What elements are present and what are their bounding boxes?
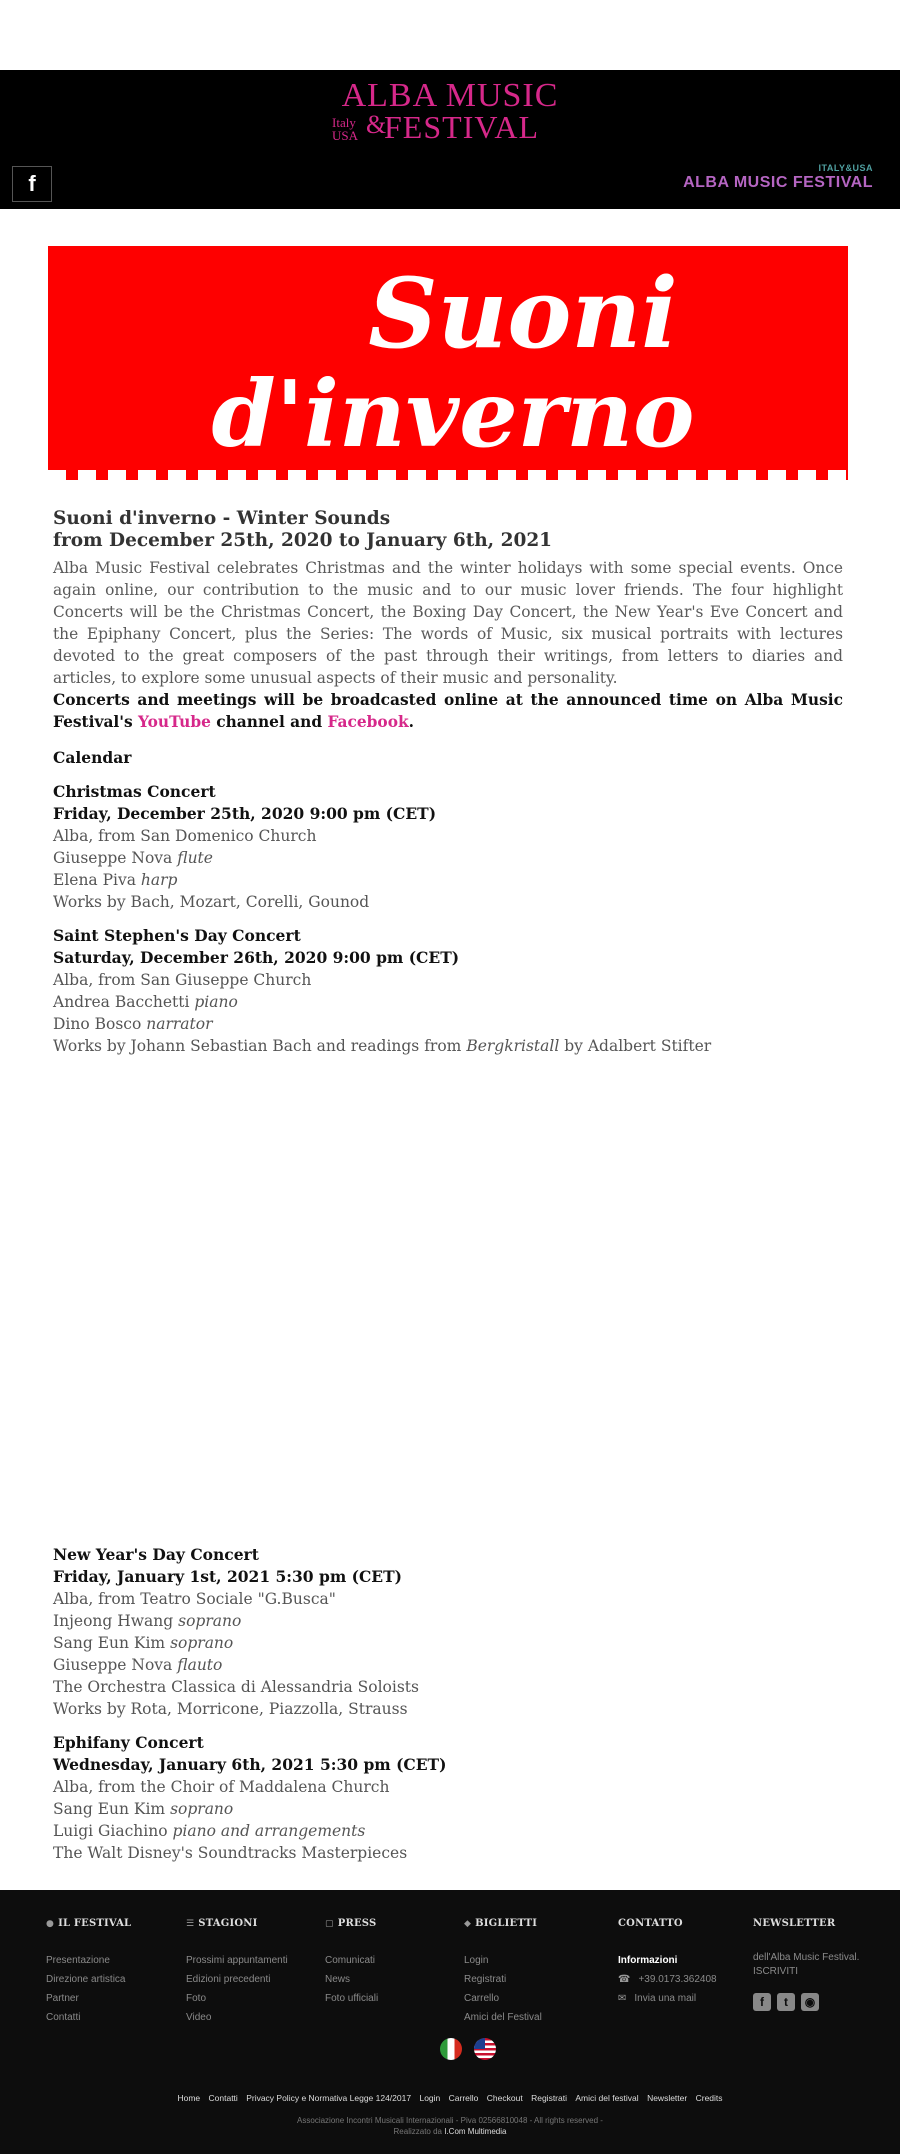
concert-works: Works by Bach, Mozart, Corelli, Gounod [53,893,370,911]
footer-col-title: CONTATTO [618,1918,683,1929]
made-by-pre: Realizzato da [393,2127,442,2136]
footer-bottom-link[interactable]: Newsletter [647,2093,688,2103]
concert-place: Alba, from San Domenico Church [53,827,317,845]
footer-copyright [0,2115,900,2137]
brand-mark [683,163,873,192]
hero-banner [48,246,848,480]
logo-bottom-text: FESTIVAL [384,109,539,145]
concert-date: Friday, December 25th, 2020 9:00 pm (CET) [53,804,437,823]
footer-bottom-link[interactable]: Checkout [486,2093,523,2103]
list-icon: ☰ [186,1919,195,1929]
concert-works: Works by Rota, Morricone, Piazzolla, Strauss [53,1700,408,1718]
footer-link[interactable]: Direzione artistica [46,1974,126,1985]
facebook-link[interactable]: Facebook [327,713,409,731]
footer-link[interactable]: Login [464,1955,489,1966]
performer-name: Giuseppe Nova [53,1656,173,1674]
performer-name: Giuseppe Nova [53,849,173,867]
site-logo[interactable] [330,78,570,144]
footer-col-title-text: BIGLIETTI [475,1918,538,1929]
copyright-text: Associazione Incontri Musicali Internazionali - Piva 02566810048 - All rights reserved - [297,2116,603,2125]
footer-phone[interactable] [618,1970,717,1989]
footer-link[interactable]: Foto [186,1993,207,2004]
footer-bottom-link[interactable]: Carrello [448,2093,479,2103]
concert-works [53,1035,843,1057]
envelope-icon: ✉ [618,1993,627,2004]
performer [53,991,843,1013]
social-icons [753,1993,859,2011]
footer-bottom-link[interactable]: Home [177,2093,201,2103]
footer-link[interactable]: Contatti [46,2012,81,2023]
performer-role: piano [194,993,238,1011]
broadcast-text-pre: Concerts and meetings will be broadcasted online at the announced time on Alba Music Festival's [53,691,843,731]
works-title: Bergkristall [466,1037,560,1055]
footer-bottom-links [0,2093,900,2103]
performer-name: Sang Eun Kim [53,1800,166,1818]
performer-name: Dino Bosco [53,1015,142,1033]
concert-place: Alba, from the Choir of Maddalena Church [53,1778,390,1796]
performer-role: flute [177,849,213,867]
us-flag-icon[interactable] [474,2038,496,2060]
performer-name: Elena Piva [53,871,136,889]
performer-name: Andrea Bacchetti [53,993,190,1011]
performer-role: soprano [170,1634,234,1652]
footer-col-biglietti [464,1918,542,2027]
footer-col-title: NEWSLETTER [753,1918,836,1929]
logo-italy: Italy [332,115,356,130]
footer-col-title [464,1918,542,1929]
italian-flag-icon[interactable] [440,2038,462,2060]
concert-date: Wednesday, January 6th, 2021 5:30 pm (CET) [53,1755,447,1774]
footer-mail-text: Invia una mail [634,1993,697,2004]
intro-paragraph: Alba Music Festival celebrates Christmas and the winter holidays with some special events. Once again online, our contribution to the music and to our music lover friends. The four highlight Concerts will be the Christmas Concert, the Boxing Day Concert, the New Year's Eve Concert and the Epiphany Concert, plus the Series: The words of Music, six musical portraits with lectures devoted to the great composers of the past through their writings, from letters to diaries and articles, to explore some unusual aspects of their music and personality. [53,559,843,687]
page-title [53,508,843,552]
concert-place: Alba, from Teatro Sociale "G.Busca" [53,1590,336,1608]
footer-bottom-link[interactable]: Contatti [208,2093,238,2103]
footer-link[interactable]: Edizioni precedenti [186,1974,271,1985]
calendar-heading: Calendar [53,748,132,767]
footer-link[interactable]: Registrati [464,1974,507,1985]
newsletter-text: dell'Alba Music Festival. [753,1952,860,1963]
performer-name: Injeong Hwang [53,1612,174,1630]
footer-col-title-text: STAGIONI [198,1918,258,1929]
performer [53,1610,843,1632]
footer-bottom-link[interactable]: Credits [695,2093,723,2103]
footer-link[interactable]: Amici del Festival [464,2012,542,2023]
footer-col-title [186,1918,288,1929]
footer-phone-text: +39.0173.362408 [638,1974,717,1985]
logo-top-text: ALBA MUSIC [341,77,559,114]
youtube-link[interactable]: YouTube [138,713,211,731]
footer-link[interactable]: Video [186,2012,212,2023]
facebook-icon[interactable]: f [753,1993,771,2011]
footer-col-newsletter [753,1918,859,2011]
made-by-link[interactable]: I.Com Multimedia [444,2127,507,2136]
banner-edge [48,470,848,480]
brand-big-text: ALBA MUSIC FESTIVAL [683,174,873,191]
performer [53,1798,843,1820]
works-text-pre: Works by Johann Sebastian Bach and readings from [53,1037,462,1055]
performer-role: harp [140,871,178,889]
concert-new-year [53,1544,843,1720]
user-icon: ● [46,1919,55,1929]
concert-place: Alba, from San Giuseppe Church [53,971,312,989]
performer-role: soprano [170,1800,234,1818]
concert-name: Saint Stephen's Day Concert [53,926,301,945]
brand-small-text: ITALY&USA [818,163,873,173]
footer-link[interactable]: Comunicati [325,1955,376,1966]
site-header [0,70,900,209]
performer-role: flauto [177,1656,223,1674]
footer-col-title-text: PRESS [337,1918,377,1929]
performer [53,1820,843,1842]
instagram-icon[interactable]: ◉ [801,1993,819,2011]
banner-title-line1: Suoni [368,257,678,370]
site-footer [0,1890,900,2154]
concert-name: New Year's Day Concert [53,1545,259,1564]
footer-link[interactable]: Prossimi appuntamenti [186,1955,288,1966]
footer-link[interactable]: Presentazione [46,1955,110,1966]
performer [53,1632,843,1654]
footer-info-label: Informazioni [618,1955,678,1966]
article-content-continued [53,1544,843,1864]
concert-name: Ephifany Concert [53,1733,204,1752]
footer-link[interactable]: Foto ufficiali [325,1993,379,2004]
logo-ampersand: & [366,110,387,139]
performer-role: narrator [146,1015,213,1033]
banner-title-line2: d'inverno [211,360,695,468]
performer-name: Luigi Giachino [53,1822,168,1840]
broadcast-text-end: . [408,713,414,731]
concert-epiphany [53,1732,843,1864]
phone-icon: ☎ [618,1974,631,1985]
footer-col-title-text: IL FESTIVAL [58,1918,132,1929]
logo-usa: USA [332,128,359,143]
footer-bottom-link[interactable]: Registrati [531,2093,567,2103]
language-flags [440,2038,496,2060]
made-by [0,2126,900,2137]
concert-date: Friday, January 1st, 2021 5:30 pm (CET) [53,1567,402,1586]
footer-col-title [46,1918,131,1929]
footer-bottom-link[interactable]: Amici del festival [575,2093,639,2103]
performer [53,1654,843,1676]
footer-mail[interactable] [618,1989,717,2008]
footer-col-press [325,1918,378,2008]
title-line2: from December 25th, 2020 to January 6th, 2021 [53,530,553,551]
title-line1: Suoni d'inverno - Winter Sounds [53,508,391,529]
performer-name: Sang Eun Kim [53,1634,166,1652]
footer-col-festival [46,1918,131,2027]
concert-name: Christmas Concert [53,782,216,801]
concert-works: The Walt Disney's Soundtracks Masterpieces [53,1844,408,1862]
performer-role: soprano [178,1612,242,1630]
footer-link[interactable]: News [325,1974,351,1985]
tag-icon: ◆ [464,1919,472,1929]
performer [53,847,843,869]
performer [53,869,843,891]
article-content [53,508,843,1057]
performer [53,1013,843,1035]
footer-bottom-link[interactable]: Login [419,2093,441,2103]
concert-christmas [53,781,843,913]
footer-link[interactable]: Carrello [464,1993,500,2004]
footer-bottom-link[interactable]: Privacy Policy e Normativa Legge 124/2017 [246,2093,412,2103]
broadcast-text-mid: channel and [216,713,323,731]
concert-ensemble: The Orchestra Classica di Alessandria Soloists [53,1678,419,1696]
broadcast-paragraph [53,689,843,733]
footer-link[interactable]: Partner [46,1993,79,2004]
newsletter-subscribe-link[interactable]: ISCRIVITI [753,1966,799,1977]
works-text-post: by Adalbert Stifter [564,1037,712,1055]
facebook-icon[interactable]: f [12,166,52,202]
performer-role: piano and arrangements [172,1822,366,1840]
folder-icon: ▢ [325,1919,334,1929]
footer-col-title [325,1918,378,1929]
footer-col-stagioni [186,1918,288,2027]
concert-date: Saturday, December 26th, 2020 9:00 pm (CET) [53,948,460,967]
footer-col-contatto [618,1918,717,2008]
twitter-icon[interactable]: t [777,1993,795,2011]
concert-saint-stephen [53,925,843,1057]
